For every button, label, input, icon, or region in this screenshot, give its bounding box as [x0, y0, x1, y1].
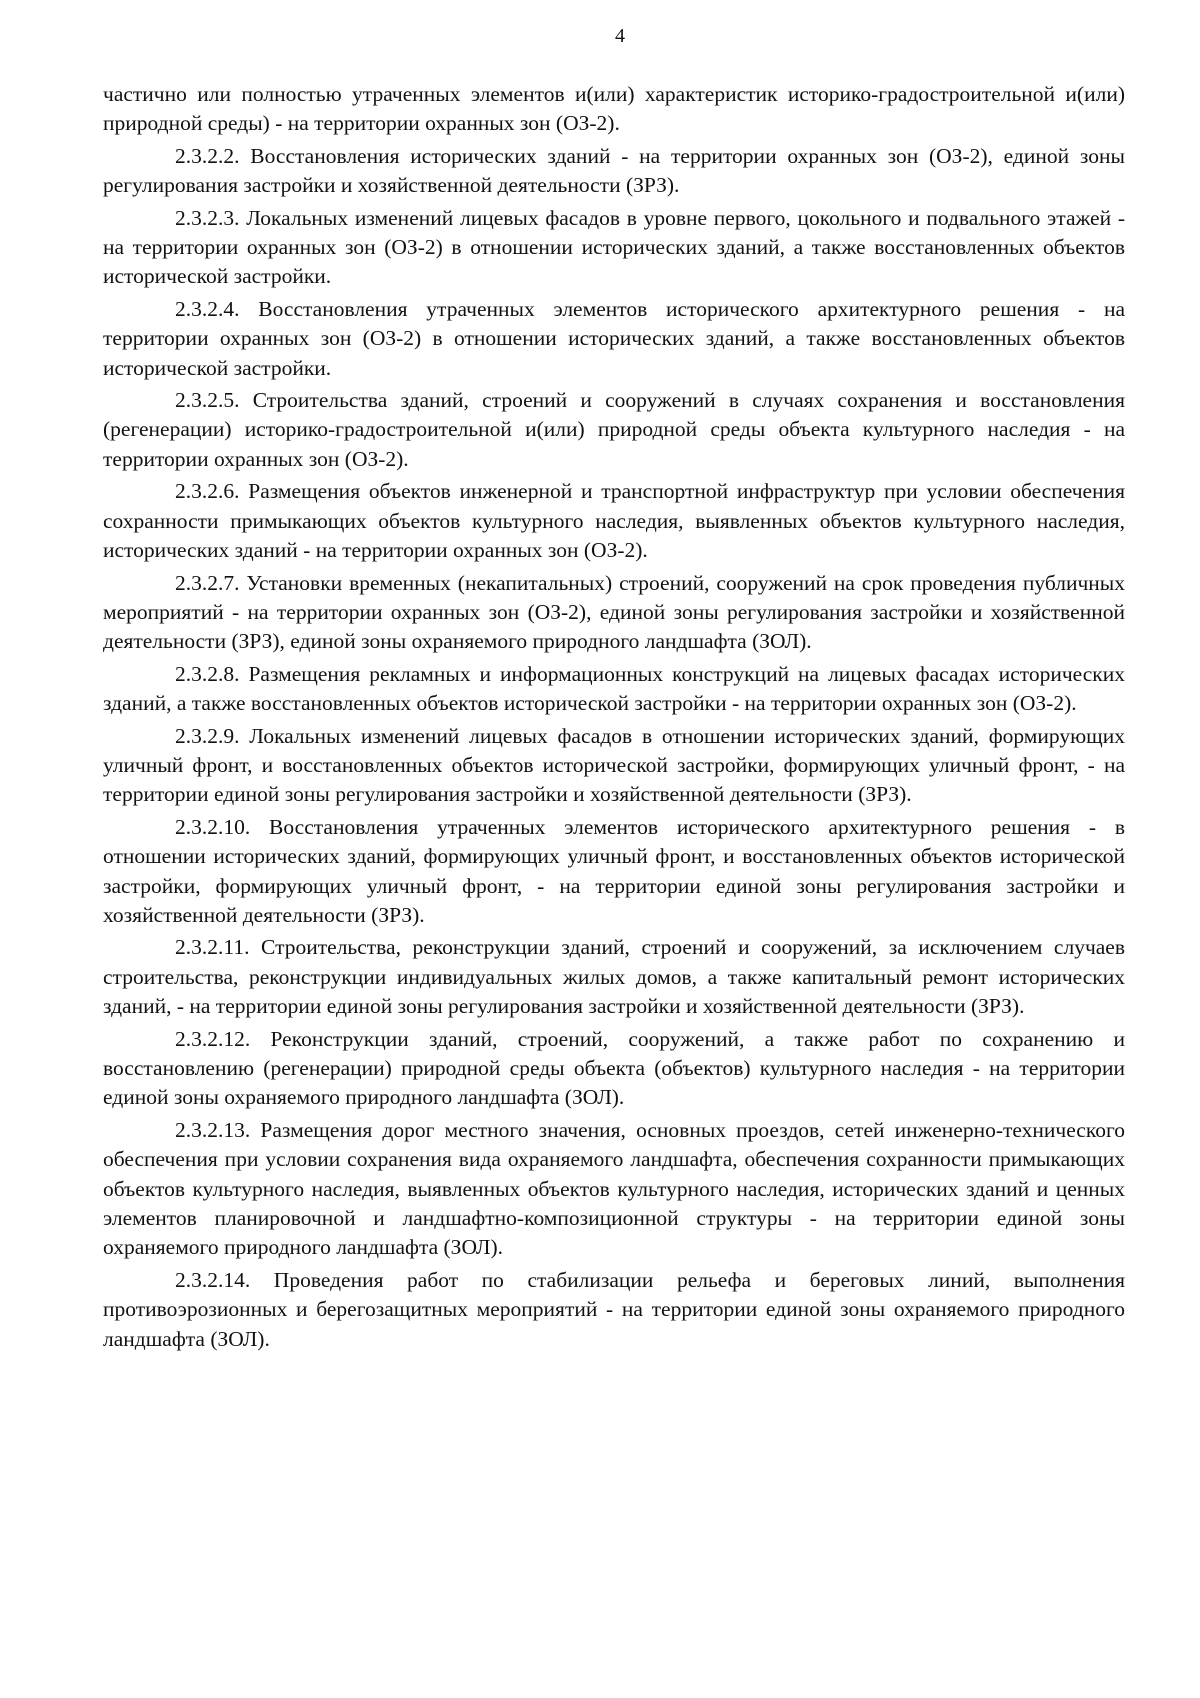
paragraph-2-3-2-8: 2.3.2.8. Размещения рекламных и информационных конструкций на лицевых фасадах исторических зданий, а также восстановленных объектов исторической застройки - на территории охранных зон (ОЗ-2).: [103, 661, 1125, 716]
paragraph-2-3-2-9: 2.3.2.9. Локальных изменений лицевых фасадов в отношении исторических зданий, формирующих уличный фронт, и восстановленных объектов исторической застройки, формирующих уличный фронт, - на территории единой зоны регулирования застройки и хозяйственной деятельности (ЗРЗ).: [103, 723, 1125, 807]
document-body: [103, 80, 1125, 1357]
page-number: 4: [615, 25, 625, 47]
paragraph-2-3-2-2: 2.3.2.2. Восстановления исторических зданий - на территории охранных зон (ОЗ-2), единой зоны регулирования застройки и хозяйственной деятельности (ЗРЗ).: [103, 143, 1125, 198]
paragraph-2-3-2-6: 2.3.2.6. Размещения объектов инженерной и транспортной инфраструктур при условии обеспечения сохранности примыкающих объектов культурного наследия, выявленных объектов культурного наследия, исторических зданий - на территории охранных зон (ОЗ-2).: [103, 479, 1125, 563]
paragraph-2-3-2-4: 2.3.2.4. Восстановления утраченных элементов исторического архитектурного решения - на территории охранных зон (ОЗ-2) в отношении исторических зданий, а также восстановленных объектов исторической застройки.: [103, 296, 1125, 380]
paragraph-2-3-2-7: 2.3.2.7. Установки временных (некапитальных) строений, сооружений на срок проведения публичных мероприятий - на территории охранных зон (ОЗ-2), единой зоны регулирования застройки и хозяйственной деятельности (ЗРЗ), единой зоны охраняемого природного ландшафта (ЗОЛ).: [103, 570, 1125, 654]
paragraph-2-3-2-12: 2.3.2.12. Реконструкции зданий, строений, сооружений, а также работ по сохранению и восстановлению (регенерации) природной среды объекта (объектов) культурного наследия - на территории единой зоны охраняемого природного ландшафта (ЗОЛ).: [103, 1026, 1125, 1110]
paragraph-continuation: частично или полностью утраченных элементов и(или) характеристик историко-градостроительной и(или) природной среды) - на территории охранных зон (ОЗ-2).: [103, 82, 1125, 136]
paragraph-2-3-2-5: 2.3.2.5. Строительства зданий, строений и сооружений в случаях сохранения и восстановления (регенерации) историко-градостроительной и(или) природной среды объекта культурного наследия - на территории охранных зон (ОЗ-2).: [103, 388, 1125, 471]
paragraph-2-3-2-13: 2.3.2.13. Размещения дорог местного значения, основных проездов, сетей инженерно-технического обеспечения при условии сохранения вида охраняемого ландшафта, обеспечения сохранности примыкающих объектов культурного наследия, выявленных объектов культурного наследия, исторических зданий и ценных элементов планировочной и ландшафтно-композиционной структуры - на территории единой зоны охраняемого природного ландшафта (ЗОЛ).: [103, 1117, 1125, 1260]
paragraph-2-3-2-14: 2.3.2.14. Проведения работ по стабилизации рельефа и береговых линий, выполнения противоэрозионных и берегозащитных мероприятий - на территории единой зоны охраняемого природного ландшафта (ЗОЛ).: [103, 1267, 1125, 1351]
paragraph-2-3-2-10: 2.3.2.10. Восстановления утраченных элементов исторического архитектурного решения - в отношении исторических зданий, формирующих уличный фронт, и восстановленных объектов исторической застройки, формирующих уличный фронт, - на территории единой зоны регулирования застройки и хозяйственной деятельности (ЗРЗ).: [103, 814, 1125, 927]
paragraph-2-3-2-11: 2.3.2.11. Строительства, реконструкции зданий, строений и сооружений, за исключением случаев строительства, реконструкции индивидуальных жилых домов, а также капитальный ремонт исторических зданий, - на территории единой зоны регулирования застройки и хозяйственной деятельности (ЗРЗ).: [103, 935, 1125, 1019]
paragraph-2-3-2-3: 2.3.2.3. Локальных изменений лицевых фасадов в уровне первого, цокольного и подвального этажей - на территории охранных зон (ОЗ-2) в отношении исторических зданий, а также восстановленных объектов исторической застройки.: [103, 205, 1125, 289]
